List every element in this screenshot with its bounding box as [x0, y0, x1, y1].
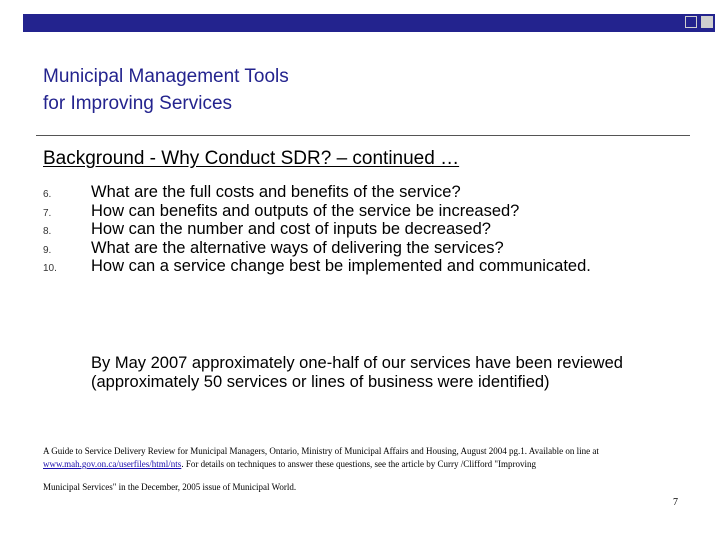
footnote-link[interactable]: www.mah.gov.on.ca/userfiles/html/nts — [43, 459, 182, 469]
list-number: 6. — [43, 189, 52, 200]
list-number: 8. — [43, 226, 52, 237]
list-item — [43, 239, 683, 258]
title-divider — [36, 135, 690, 136]
footnote — [43, 445, 673, 494]
question-list — [43, 183, 683, 276]
list-text: How can a service change best be implemented and communicated. — [91, 257, 591, 275]
footnote-line-1 — [43, 445, 673, 471]
square-outline-icon — [685, 16, 697, 28]
footnote-text: A Guide to Service Delivery Review for Municipal Managers, Ontario, Ministry of Municipal Affairs and Housing, August 2004 pg.1. Available on line at — [43, 446, 599, 456]
square-filled-icon — [701, 16, 713, 28]
list-number: 9. — [43, 244, 52, 256]
list-text: How can the number and cost of inputs be decreased? — [91, 220, 491, 238]
footnote-text: . For details on techniques to answer these questions, see the article by Curry /Clifford "Improving — [181, 459, 536, 469]
list-number: 7. — [43, 207, 52, 219]
list-number: 10. — [43, 263, 57, 274]
list-item — [43, 220, 683, 239]
summary-paragraph: By May 2007 approximately one-half of our services have been reviewed (approximately 50 services or lines of business were identified) — [91, 354, 623, 391]
list-item — [43, 202, 683, 221]
list-text: How can benefits and outputs of the service be increased? — [91, 201, 520, 220]
footnote-line-2: Municipal Services" in the December, 2005 issue of Municipal World. — [43, 482, 297, 492]
list-item — [43, 183, 683, 202]
list-item — [43, 257, 683, 276]
slide-title: Municipal Management Tools for Improving Services — [43, 66, 289, 114]
slide-subtitle: Background - Why Conduct SDR? – continued … — [43, 148, 460, 169]
list-text: What are the full costs and benefits of the service? — [91, 183, 461, 201]
list-text: What are the alternative ways of delivering the services? — [91, 238, 504, 257]
header-bar — [23, 14, 715, 32]
page-number: 7 — [673, 497, 678, 508]
